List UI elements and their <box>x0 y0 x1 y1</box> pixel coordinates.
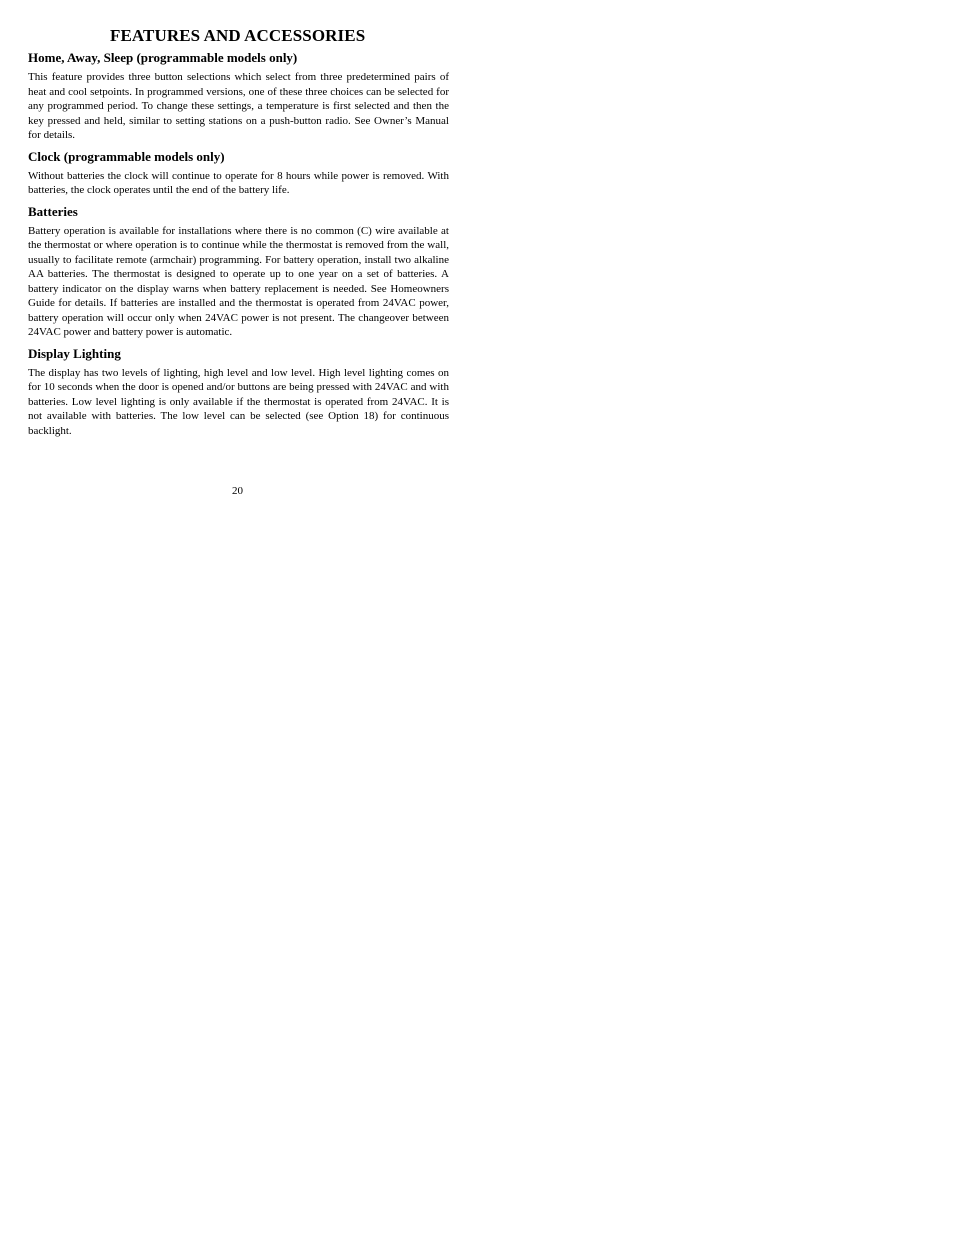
section-body-batteries: Battery operation is available for installations where there is no common (C) wire available at the thermostat or where operation is to continue while the thermostat is removed from the wall, usually to facilitate remote (armchair) programming. For battery operation, install two alkaline AA batteries. The thermostat is designed to operate up to one year on a set of batteries. A battery indicator on the display warns when battery replacement is needed. See Homeowners Guide for details. If batteries are installed and the thermostat is operated from 24VAC power, battery operation will occur only when 24VAC power is not present. The changeover between 24VAC power and battery power is automatic. <box>28 224 449 338</box>
section-display-lighting <box>28 346 449 439</box>
section-heading-display-lighting: Display Lighting <box>28 345 121 361</box>
page-title: FEATURES AND ACCESSORIES <box>110 26 366 45</box>
section-heading-batteries: Batteries <box>28 203 78 219</box>
section-heading-clock: Clock (programmable models only) <box>28 148 225 164</box>
section-clock <box>28 149 449 198</box>
document-page <box>28 26 449 438</box>
section-body-display-lighting: The display has two levels of lighting, high level and low level. High level lighting comes on for 10 seconds when the door is opened and/or buttons are being pressed with 24VAC and with batteries. Low level lighting is only available if the thermostat is operated from 24VAC. It is not available with batteries. The low level can be selected (see Option 18) for continuous backlight. <box>28 366 449 437</box>
section-body-home-away-sleep: This feature provides three button selections which select from three predetermined pairs of heat and cool setpoints. In programmed versions, one of these three choices can be selected for any programmed period. To change these settings, a temperature is first selected and then the key pressed and held, similar to setting stations on a push‐button radio. See Owner’s Manual for details. <box>28 71 449 141</box>
section-home-away-sleep <box>28 50 449 143</box>
section-batteries <box>28 204 449 340</box>
page-number: 20 <box>232 485 243 497</box>
section-heading-home-away-sleep: Home, Away, Sleep (programmable models only) <box>28 50 298 65</box>
section-body-clock: Without batteries the clock will continue to operate for 8 hours while power is removed. With batteries, the clock operates until the end of the battery life. <box>28 169 449 196</box>
